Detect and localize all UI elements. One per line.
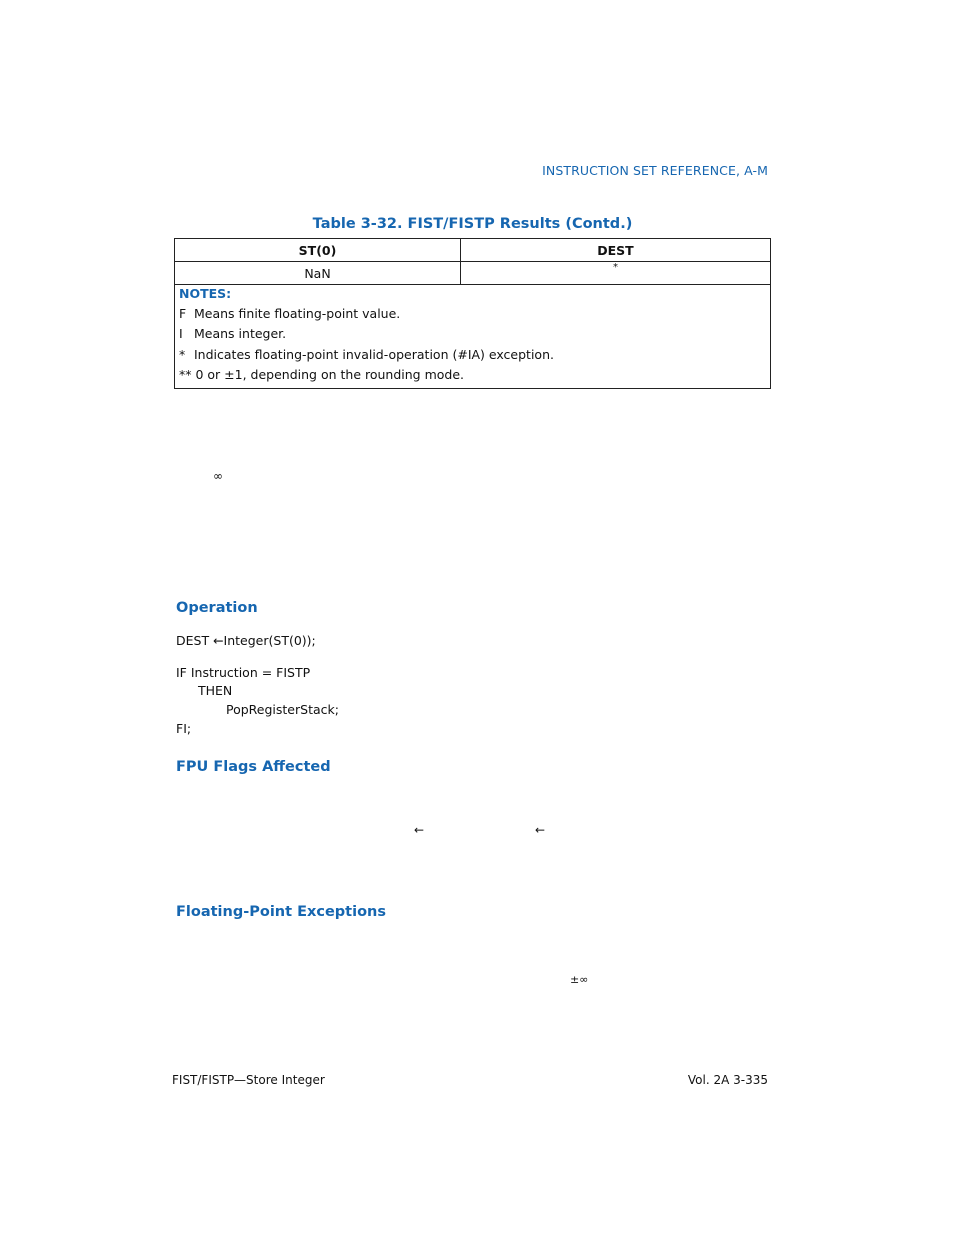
- infinity-symbol: ∞: [213, 469, 223, 483]
- section-heading-fpu-flags: FPU Flags Affected: [176, 759, 331, 775]
- running-header: INSTRUCTION SET REFERENCE, A-M: [542, 163, 768, 178]
- column-header-st0: ST(0): [175, 239, 461, 262]
- note-text: Means integer.: [194, 326, 287, 341]
- section-heading-fp-exceptions: Floating-Point Exceptions: [176, 904, 386, 920]
- table-title: Table 3-32. FIST/FISTP Results (Contd.): [312, 216, 633, 232]
- section-heading-operation: Operation: [176, 600, 258, 616]
- footer-title: FIST/FISTP—Store Integer: [172, 1073, 325, 1087]
- footer-page-number: Vol. 2A 3-335: [687, 1073, 768, 1087]
- table-header-row: [175, 239, 771, 262]
- note-marker: *: [179, 347, 186, 362]
- table-row: [175, 262, 771, 285]
- note-text: Indicates floating-point invalid-operation (#IA) exception.: [194, 347, 554, 362]
- code-line: THEN: [198, 683, 233, 698]
- table-cell: *: [461, 262, 771, 285]
- note-marker: F: [179, 306, 187, 321]
- code-line: PopRegisterStack;: [226, 702, 339, 717]
- table-notes: [174, 285, 771, 389]
- note-item: [179, 326, 286, 341]
- code-line: DEST ←Integer(ST(0));: [176, 633, 316, 648]
- note-item: [179, 367, 464, 382]
- note-item: [179, 306, 400, 321]
- note-item: [179, 347, 554, 362]
- note-marker: I: [179, 326, 183, 341]
- notes-label: NOTES:: [179, 286, 232, 301]
- column-header-dest: DEST: [461, 239, 771, 262]
- note-text: Means finite floating-point value.: [194, 306, 401, 321]
- table-cell: NaN: [175, 262, 461, 285]
- results-table: [174, 238, 771, 285]
- code-line: IF Instruction = FISTP: [176, 665, 311, 680]
- code-line: FI;: [176, 721, 192, 736]
- note-text: 0 or ±1, depending on the rounding mode.: [195, 367, 465, 382]
- plus-minus-infinity-symbol: ±∞: [570, 973, 589, 986]
- left-arrow-symbol: ←: [535, 823, 546, 837]
- left-arrow-symbol: ←: [414, 823, 425, 837]
- note-marker: **: [179, 367, 192, 382]
